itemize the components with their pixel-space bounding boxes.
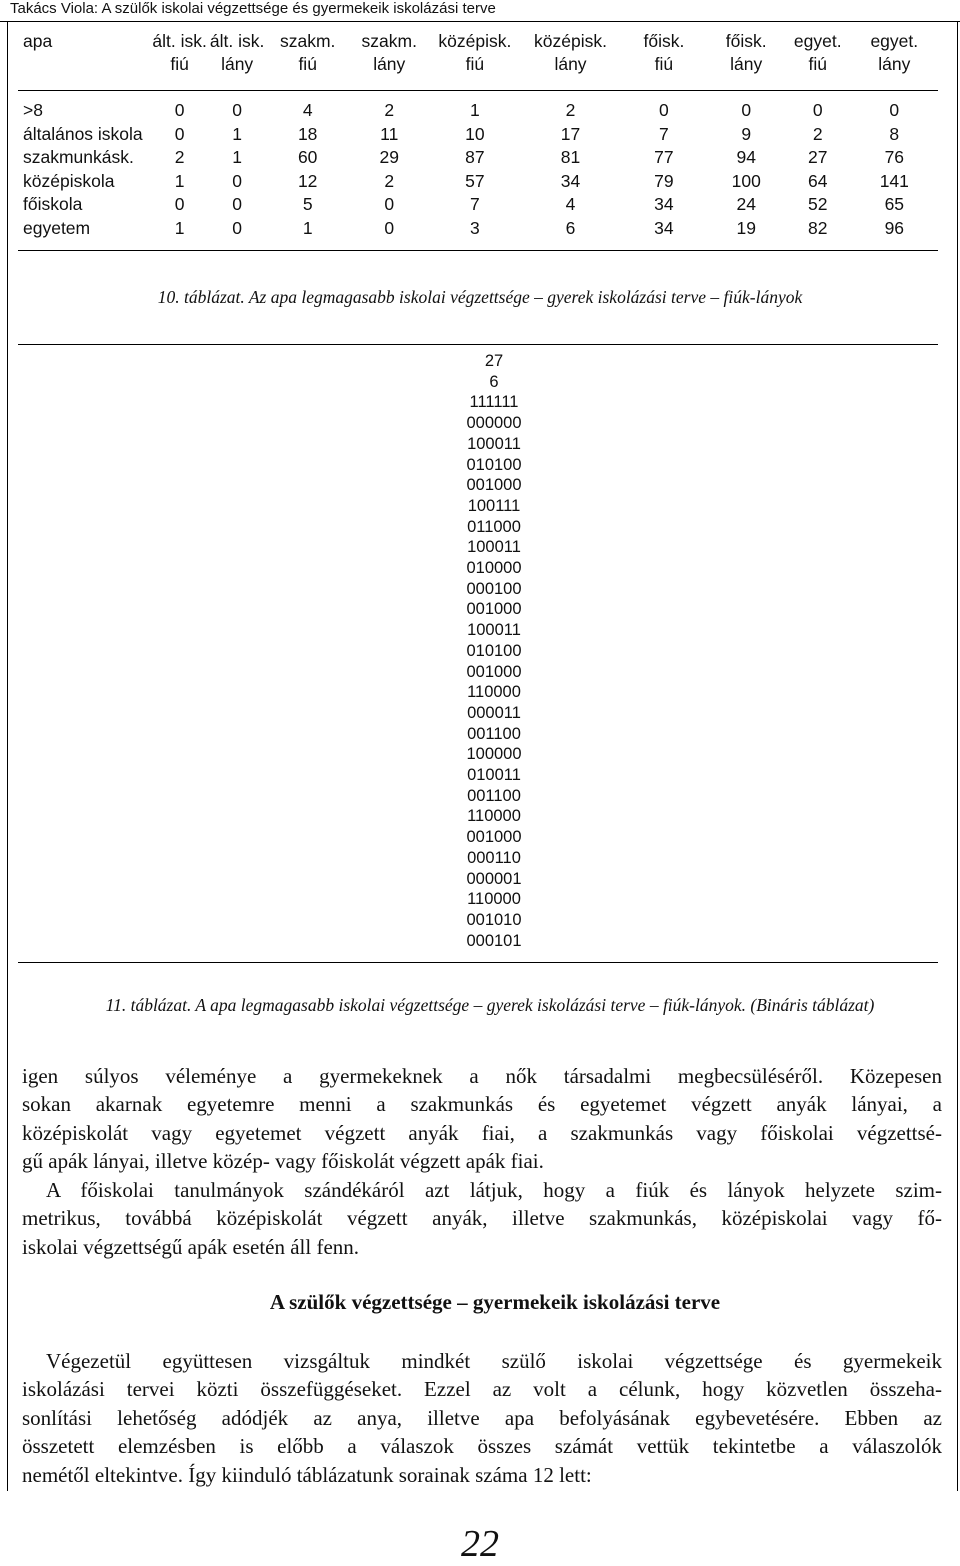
binary-line: 100011 <box>467 621 521 640</box>
binary-line: 6 <box>489 372 499 391</box>
binary-line: 001000 <box>466 476 522 495</box>
binary-line: 110000 <box>467 890 521 909</box>
table-cell: 7 <box>470 194 480 214</box>
table-cell: 0 <box>889 100 900 120</box>
binary-line: 100111 <box>467 496 521 515</box>
table-cell: 4 <box>302 100 313 120</box>
table-cell: 1 <box>232 147 242 167</box>
row-label: szakmunkásk. <box>23 147 134 167</box>
header-cell: középisk. fiú <box>438 31 512 74</box>
binary-line: 000110 <box>467 848 521 867</box>
table-cell: 2 <box>174 147 185 167</box>
binary-line: 010000 <box>466 559 522 578</box>
binary-line: 011000 <box>467 517 521 536</box>
binary-line: 010011 <box>467 766 521 785</box>
table-cell: 34 <box>620 217 707 251</box>
text-line: iskolai végzettségű apák esetén áll fenn. <box>22 1234 360 1259</box>
table-cell: 29 <box>379 147 399 167</box>
table-cell: 0 <box>741 100 752 120</box>
table-cell: 18 <box>297 123 318 144</box>
paragraph-3 <box>22 1347 942 1489</box>
table-cell: 0 <box>232 194 242 214</box>
table-cell: 96 <box>851 217 938 251</box>
text-line: középiskolát vagy egyetemet végzett anyák fiai, a szakmunkás vagy főiskolai végzettsé- <box>22 1120 942 1145</box>
table-cell: 2 <box>565 100 576 120</box>
table-cell: 1 <box>470 100 480 120</box>
header-cell: szakm. lány <box>361 31 417 74</box>
text-line: összetett elemzésben is előbb a válaszok összes számát vettük tekintetbe a válaszolók <box>22 1434 942 1459</box>
frame-left-rule <box>7 21 8 1491</box>
text-line: iskolázási tervei közti összefüggéseket. Ezzel az volt a célunk, hogy közvetlen összeha- <box>22 1377 942 1402</box>
binary-line: 001100 <box>467 724 521 743</box>
table-cell: 0 <box>384 194 395 214</box>
table-row <box>18 217 938 251</box>
binary-line: 001000 <box>466 828 522 847</box>
binary-line: 000001 <box>466 869 522 888</box>
table-cell: 27 <box>808 147 828 167</box>
table-cell: 9 <box>741 123 752 144</box>
table-cell: 19 <box>708 217 785 251</box>
table-cell: 79 <box>654 170 674 191</box>
binary-line: 110000 <box>467 807 521 826</box>
binary-line: 100011 <box>467 538 521 557</box>
binary-line: 27 <box>484 352 504 370</box>
paragraph-2 <box>22 1176 942 1261</box>
table-10-header-row <box>18 30 938 76</box>
row-label: általános iskola <box>23 123 143 144</box>
table-cell: 0 <box>174 123 185 144</box>
paragraph-1 <box>22 1062 942 1176</box>
table-cell: 10 <box>465 123 485 144</box>
binary-line: 010100 <box>466 455 522 474</box>
table-cell: 0 <box>232 100 242 120</box>
text-line: metrikus, továbbá középiskolát végzett anyák, illetve szakmunkás, középiskolai vagy fő- <box>22 1206 942 1231</box>
header-cell: apa <box>23 31 53 51</box>
row-label: középiskola <box>23 170 115 191</box>
frame-right-rule <box>957 21 958 1491</box>
table-row <box>18 170 938 194</box>
table-11-caption: 11. táblázat. A apa legmagasabb iskolai végzettsége – gyerek iskolázási terve – fiúk-lányok. (Bináris táblázat) <box>105 995 875 1015</box>
text-line: sokan akarnak egyetemre menni a szakmunkás és egyetemet végzett anyák lányai, a <box>22 1092 942 1117</box>
table-cell: 0 <box>174 194 185 214</box>
table-cell: 0 <box>208 217 266 251</box>
binary-line: 001000 <box>466 600 522 619</box>
binary-line: 000000 <box>466 414 522 433</box>
table-cell: 12 <box>297 170 318 191</box>
table-cell: 17 <box>560 123 581 144</box>
table-cell: 57 <box>465 170 485 191</box>
table-cell: 1 <box>174 170 185 191</box>
table-cell: 7 <box>659 123 669 144</box>
table-cell: 1 <box>151 217 208 251</box>
table-cell: 52 <box>808 194 828 214</box>
table-row <box>18 123 938 147</box>
table-cell: 141 <box>879 170 909 191</box>
table-10 <box>18 30 938 251</box>
table-11-top-rule <box>18 344 938 345</box>
binary-line: 000011 <box>467 703 521 722</box>
binary-line: 010100 <box>466 641 522 660</box>
table-cell: 5 <box>302 194 313 214</box>
table-cell: 1 <box>232 123 242 144</box>
binary-table <box>444 351 544 951</box>
table-cell: 2 <box>384 170 395 191</box>
table-cell: 87 <box>465 147 485 167</box>
table-cell: 2 <box>812 123 823 144</box>
header-cell: ált. isk. fiú <box>152 31 207 74</box>
text-line: A főiskolai tanulmányok szándékáról azt látjuk, hogy a fiúk és lányok helyzete szim- <box>46 1178 942 1202</box>
row-label: >8 <box>23 100 43 120</box>
table-cell: 8 <box>889 123 900 144</box>
table-cell: 100 <box>731 170 761 191</box>
binary-line: 110000 <box>467 683 521 702</box>
table-cell: 2 <box>384 100 395 120</box>
text-line: igen súlyos véleménye a gyermekeknek a nők társadalmi megbecsüléséről. Közepesen <box>22 1064 942 1088</box>
binary-line: 000101 <box>466 931 522 950</box>
text-line: gű apák lányai, illetve közép- vagy főiskolát végzett apák fiai. <box>22 1149 544 1174</box>
header-cell: ált. isk. lány <box>209 31 265 74</box>
table-cell: 24 <box>736 194 756 214</box>
binary-line: 001100 <box>467 786 521 805</box>
table-cell: 64 <box>808 170 828 191</box>
table-cell: 3 <box>429 217 521 251</box>
binary-line: 100000 <box>466 745 522 764</box>
table-cell: 34 <box>654 194 674 214</box>
header-cell: főisk. lány <box>725 31 767 74</box>
table-cell: 81 <box>560 147 581 167</box>
table-cell: 0 <box>232 170 242 191</box>
text-line: Végezetül együttesen vizsgáltuk mindkét szülő iskolai végzettsége és gyermekeik <box>46 1349 942 1373</box>
table-cell: 6 <box>521 217 621 251</box>
table-row <box>18 193 938 217</box>
table-row <box>18 91 938 123</box>
table-cell: 11 <box>380 123 399 144</box>
table-cell: 0 <box>174 100 185 120</box>
table-cell: 94 <box>736 147 756 167</box>
table-cell: 1 <box>266 217 350 251</box>
header-cell: egyet. fiú <box>793 31 842 74</box>
text-line: nemétől eltekintve. Így kiinduló táblázatunk sorainak száma 12 lett: <box>22 1462 592 1487</box>
page-number: 22 <box>461 1523 499 1565</box>
table-cell: 0 <box>812 100 823 120</box>
table-cell: 0 <box>349 217 429 251</box>
row-label: főiskola <box>23 194 83 214</box>
table-10-header-rule <box>18 76 938 91</box>
row-label: egyetem <box>18 217 151 251</box>
table-row <box>18 146 938 170</box>
header-cell: egyet. lány <box>870 31 919 74</box>
header-cell: középisk. lány <box>534 31 607 74</box>
table-cell: 34 <box>560 170 581 191</box>
table-11-bottom-rule <box>18 962 938 963</box>
header-cell: főisk. fiú <box>643 31 685 74</box>
binary-line: 001010 <box>466 910 522 929</box>
table-10-caption: 10. táblázat. Az apa legmagasabb iskolai végzettsége – gyerek iskolázási terve – fiúk-lányok <box>157 287 803 307</box>
binary-line: 111111 <box>469 393 519 412</box>
table-cell: 60 <box>297 147 318 167</box>
running-header: Takács Viola: A szülők iskolai végzettsége és gyermekeik iskolázási terve <box>10 0 496 17</box>
binary-line: 000100 <box>466 579 522 598</box>
header-cell: szakm. fiú <box>279 31 336 74</box>
frame-top-rule <box>0 21 960 22</box>
section-title: A szülők végzettsége – gyermekeik iskolázási terve <box>269 1290 721 1314</box>
table-cell: 0 <box>659 100 669 120</box>
table-cell: 76 <box>884 147 905 167</box>
table-cell: 82 <box>785 217 851 251</box>
binary-line: 100011 <box>467 434 521 453</box>
table-cell: 65 <box>884 194 905 214</box>
binary-line: 001000 <box>466 662 522 681</box>
text-line: sonlítási lehetőség adódjék az anya, illetve apa befolyásának egybevetésére. Ebben az <box>22 1405 942 1430</box>
table-cell: 4 <box>565 194 576 214</box>
table-cell: 77 <box>654 147 674 167</box>
